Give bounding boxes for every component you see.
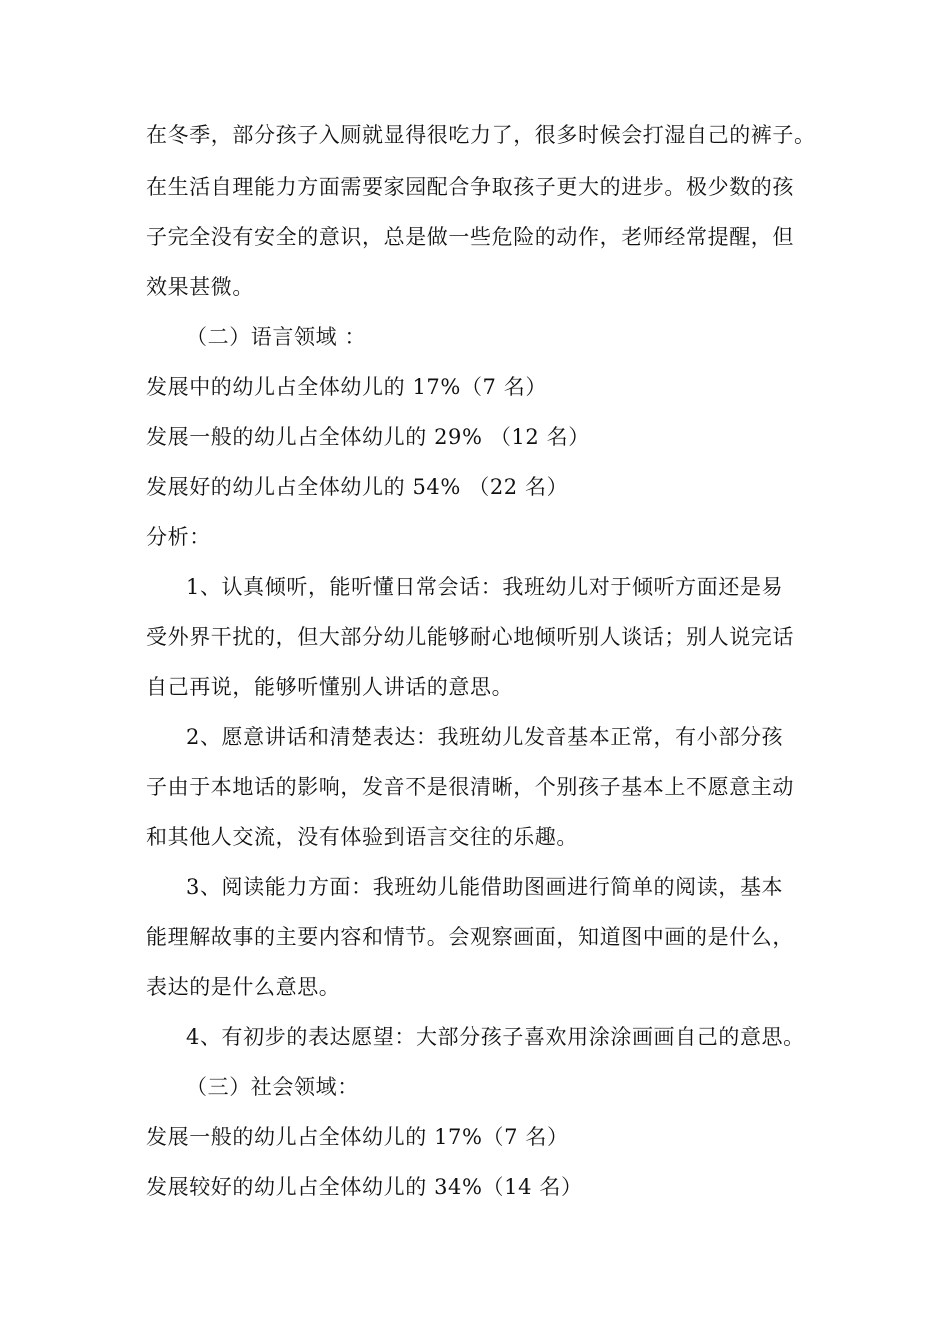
section-heading-social: （三）社会领域： bbox=[186, 1075, 359, 1099]
paragraph-line: 3、阅读能力方面：我班幼儿能借助图画进行简单的阅读，基本 bbox=[186, 875, 784, 899]
section-heading-language: （二）语言领域 ： bbox=[186, 325, 367, 349]
stat-line: 发展中的幼儿占全体幼儿的 17%（7 名） bbox=[146, 375, 547, 399]
paragraph-line: 子由于本地话的影响，发音不是很清晰，个别孩子基本上不愿意主动 bbox=[146, 775, 794, 799]
paragraph-line: 4、有初步的表达愿望：大部分孩子喜欢用涂涂画画自己的意思。 bbox=[186, 1025, 805, 1049]
paragraph-line: 在生活自理能力方面需要家园配合争取孩子更大的进步。极少数的孩 bbox=[146, 175, 794, 199]
stat-line: 发展一般的幼儿占全体幼儿的 17%（7 名） bbox=[146, 1125, 569, 1149]
paragraph-line: 1、认真倾听，能听懂日常会话：我班幼儿对于倾听方面还是易 bbox=[186, 575, 784, 599]
paragraph-line: 效果甚微。 bbox=[146, 275, 254, 299]
paragraph-line: 在冬季，部分孩子入厕就显得很吃力了，很多时候会打湿自己的裤子。 bbox=[146, 123, 816, 147]
paragraph-line: 受外界干扰的，但大部分幼儿能够耐心地倾听别人谈话；别人说完话 bbox=[146, 625, 794, 649]
stat-line: 发展好的幼儿占全体幼儿的 54% （22 名） bbox=[146, 475, 569, 499]
paragraph-line: 能理解故事的主要内容和情节。会观察画面，知道图中画的是什么， bbox=[146, 925, 794, 949]
stat-line: 发展较好的幼儿占全体幼儿的 34%（14 名） bbox=[146, 1175, 583, 1199]
stat-line: 发展一般的幼儿占全体幼儿的 29% （12 名） bbox=[146, 425, 590, 449]
paragraph-line: 和其他人交流，没有体验到语言交往的乐趣。 bbox=[146, 825, 578, 849]
paragraph-line: 自己再说，能够听懂别人讲话的意思。 bbox=[146, 675, 514, 699]
paragraph-line: 子完全没有安全的意识，总是做一些危险的动作，老师经常提醒，但 bbox=[146, 225, 794, 249]
paragraph-line: 表达的是什么意思。 bbox=[146, 975, 341, 999]
paragraph-line: 2、愿意讲话和清楚表达：我班幼儿发音基本正常，有小部分孩 bbox=[186, 725, 784, 749]
analysis-label: 分析： bbox=[146, 525, 211, 549]
